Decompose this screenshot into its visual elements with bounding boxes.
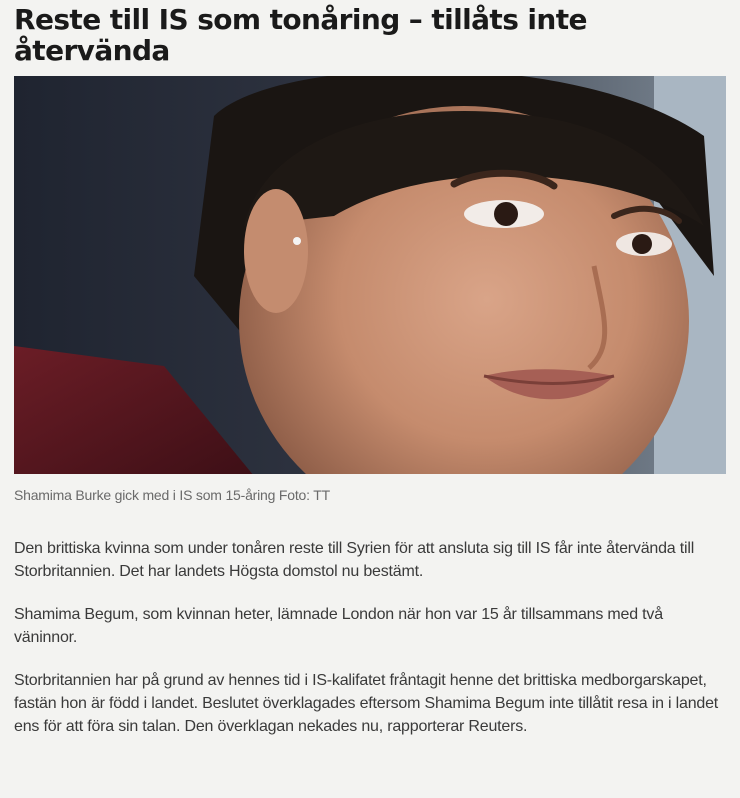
photo-caption: Shamima Burke gick med i IS som 15-åring Foto: TT bbox=[14, 487, 330, 503]
article-paragraph: Den brittiska kvinna som under tonåren reste till Syrien för att ansluta sig till IS får inte återvända till Storbritannien. Det har landets Högsta domstol nu bestämt. bbox=[14, 540, 695, 580]
article-headline: Reste till IS som tonåring – tillåts inte återvända bbox=[14, 3, 587, 67]
portrait-photo-icon bbox=[14, 76, 726, 474]
article-photo bbox=[14, 76, 726, 474]
article-paragraph: Shamima Begum, som kvinnan heter, lämnade London när hon var 15 år tillsammans med två väninnor. bbox=[14, 606, 663, 646]
article-paragraph: Storbritannien har på grund av hennes tid i IS-kalifatet fråntagit henne det brittiska medborgarskapet, fastän hon är född i landet. Beslutet överklagades eftersom Shamima Begum inte tillåtit resa in i landet ens för att föra sin talan. Den överklagan nekades nu, rapporterar Reuters. bbox=[14, 672, 719, 735]
article-body bbox=[14, 537, 719, 758]
